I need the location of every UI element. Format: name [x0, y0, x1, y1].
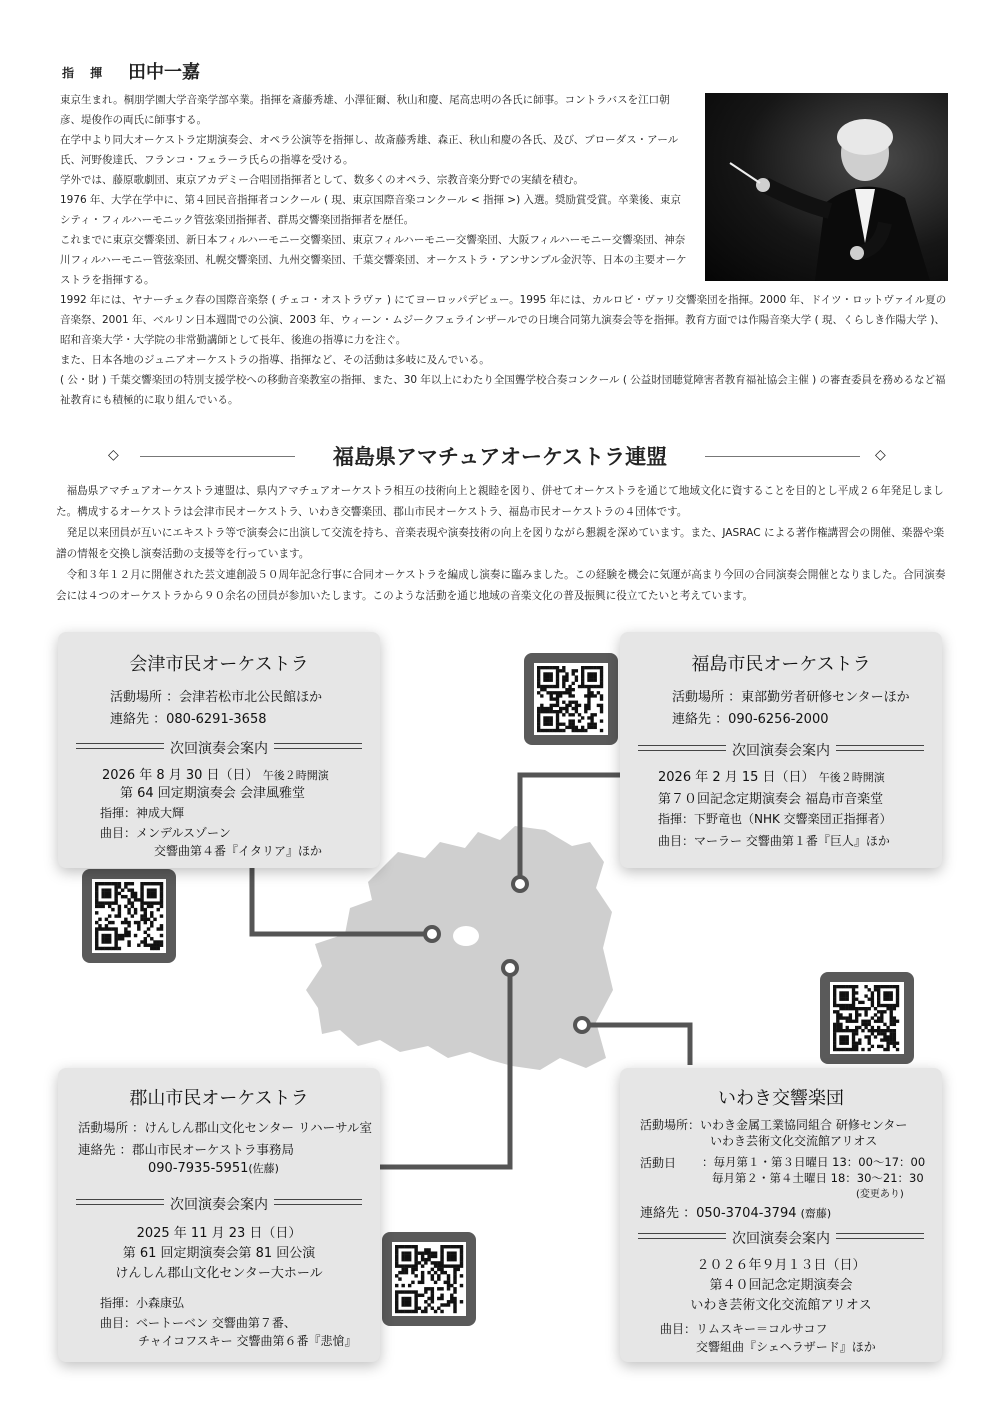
- activity-venue: 活動場所 ：東部勤労者研修センターほか: [672, 690, 910, 705]
- contact: 連絡先 ：050-3704-3794 (齋藤): [640, 1206, 832, 1221]
- concert-date: 2025 年 11 月 23 日（日）: [136, 1226, 302, 1241]
- concert-program: 交響組曲『シェヘラザード』ほか: [696, 1340, 876, 1354]
- title-rule: [705, 456, 860, 457]
- marker-iwaki: [575, 1018, 589, 1032]
- qr-code-koriyama[interactable]: [382, 1232, 476, 1326]
- next-concert-heading: 次回演奏会案内: [638, 740, 924, 756]
- marker-aizu: [425, 927, 439, 941]
- concert-title: 第４０回記念定期演奏会: [709, 1278, 853, 1293]
- bio-paragraph: 在学中より同大オーケストラ定期演奏会、オペラ公演等を指揮し、故斎藤秀雄、森正、秋山和慶の各氏、及び、ブローダス・アール氏、河野俊達氏、フランコ・フェラーラ氏らの指導を受ける。: [60, 134, 679, 166]
- next-concert-heading: 次回演奏会案内: [76, 738, 362, 754]
- diamond-ornament: ◇: [108, 447, 119, 463]
- concert-program: 曲目：リムスキー＝コルサコフ: [660, 1322, 828, 1336]
- activity-days: ：毎月第１・第３日曜日 13：00～17：00: [702, 1155, 926, 1169]
- qr-code-icon: [830, 982, 904, 1054]
- federation-title: 福島県アマチュアオーケストラ連盟: [332, 445, 668, 469]
- bio-paragraph: 1992 年には、ヤナーチェク春の国際音楽祭 ( チェコ・オストラヴァ ) にてヨーロッパデビュー。1995 年には、カルロビ・ヴァリ交響楽団を指揮。2000 年、ドイツ・ロットヴァイル夏の音楽祭、2001 年、ベルリン日本週間での公演、2003 年、ウィーン・ムジークフェラインザールでの日墺合同第九演奏会等を指揮。教育方面では作陽音楽大学 ( 現、くらしき作陽大学 )、昭和音楽大学・大学院の非常勤講師として長年、後進の指導に力を注ぐ。: [60, 294, 947, 346]
- concert-title: 第７０回記念定期演奏会 福島市音楽堂: [658, 792, 884, 807]
- federation-paragraph: 令和３年１２月に開催された芸文連創設５０周年記念行事に合同オーケストラを編成し演奏に臨みました。この経験を機会に気運が高まり今回の合同演奏会開催となりました。合同演奏会には４つのオーケストラから９０余名の団員が参加いたします。このような活動を通じ地域の音楽文化の普及振興に役立てたいと考えています。: [56, 569, 946, 602]
- bio-paragraph: ( 公・財 ) 千葉交響楽団の特別支援学校への移動音楽教室の指揮、また、30 年以上にわたり全国聾学校合奏コンクール ( 公益財団聴覚障害者教育福祉協会主催 ) の審査委員を務めるなど福祉教育にも積極的に取り組んでいる。: [60, 374, 946, 406]
- qr-code-icon: [534, 663, 608, 735]
- contact: 連絡先 ：090-6256-2000: [672, 712, 829, 727]
- bio-paragraph: これまでに東京交響楽団、新日本フィルハーモニー交響楽団、東京フィルハーモニー交響楽団、大阪フィルハーモニー交響楽団、神奈川フィルハーモニー管弦楽団、札幌交響楽団、九州交響楽団、千葉交響楽団、オーケストラ・アンサンブル金沢等、日本の主要オーケストラを指揮する。: [60, 234, 687, 286]
- qr-code-icon: [92, 879, 166, 953]
- bio-paragraph: 1976 年、大学在学中に、第４回民音指揮者コンクール ( 現、東京国際音楽コンクール < 指揮 >) 入選。奨励賞受賞。卒業後、東京シティ・フィルハーモニック管弦楽団指揮者、群馬交響楽団指揮者を歴任。: [60, 194, 682, 226]
- orchestra-card-iwaki: [620, 1068, 942, 1362]
- conductor-role: 指 揮: [62, 66, 109, 80]
- concert-conductor: 指揮：下野竜也（NHK 交響楽団正指揮者）: [658, 812, 892, 826]
- diamond-ornament: ◇: [875, 447, 886, 463]
- next-concert-heading: 次回演奏会案内: [638, 1228, 924, 1244]
- marker-fukushima: [513, 877, 527, 891]
- next-concert-heading: 次回演奏会案内: [76, 1194, 362, 1210]
- concert-program: チャイコフスキー 交響曲第６番『悲愴』: [138, 1334, 357, 1348]
- concert-hall: けんしん郡山文化センター大ホール: [115, 1266, 323, 1281]
- federation-paragraph: 福島県アマチュアオーケストラ連盟は、県内アマチュアオーケストラ相互の技術向上と親睦を図り、併せてオーケストラを通じて地域文化に資することを目的とし平成２６年発足しました。構成するオーケストラは会津市民オーケストラ、いわき交響楽団、郡山市民オーケストラ、福島市民オーケストラの４団体です。: [56, 485, 944, 518]
- orchestra-name: いわき交響楽団: [718, 1088, 844, 1109]
- activity-days-label: 活動日: [640, 1156, 677, 1170]
- title-rule: [140, 456, 295, 457]
- federation-paragraph: 発足以来団員が互いにエキストラ等で演奏会に出演して交流を持ち、音楽表現や演奏技術の向上を図りながら懇親を深めています。また、JASRAC による著作権講習会の開催、楽器や楽譜の情報を交換し演奏活動の支援等を行っています。: [56, 527, 945, 560]
- bio-paragraph: 学外では、藤原歌劇団、東京アカデミー合唱団指揮者として、数多くのオペラ、宗教音楽分野での実績を積む。: [60, 174, 584, 186]
- concert-conductor: 指揮：小森康弘: [100, 1296, 185, 1310]
- orchestra-name: 郡山市民オーケストラ: [129, 1088, 309, 1109]
- concert-program: 曲目：マーラー 交響曲第１番『巨人』ほか: [658, 834, 890, 848]
- qr-code-iwaki[interactable]: [820, 972, 914, 1064]
- activity-venue: 活動場所 ：会津若松市北公民館ほか: [110, 690, 323, 705]
- bio-paragraph: また、日本各地のジュニアオーケストラの指導、指揮など、その活動は多岐に及んでいる。: [60, 354, 490, 366]
- qr-code-fukushima[interactable]: [524, 653, 618, 745]
- orchestra-card-fukushima: [620, 632, 942, 868]
- concert-conductor: 指揮：神成大輝: [100, 806, 185, 820]
- activity-days-note: (変更あり): [856, 1189, 904, 1200]
- activity-venue: 活動場所：いわき金属工業協同組合 研修センター: [640, 1118, 908, 1132]
- contact: 連絡先 ：郡山市民オーケストラ事務局: [78, 1142, 294, 1157]
- concert-program: 曲目：メンデルスゾーン: [100, 826, 231, 840]
- orchestra-name: 会津市民オーケストラ: [129, 654, 309, 675]
- marker-koriyama: [503, 961, 517, 975]
- concert-date: 2026 年 2 月 15 日（日） 午後２時開演: [658, 770, 885, 785]
- concert-date: 2026 年 8 月 30 日（日） 午後２時開演: [102, 768, 329, 783]
- concert-program: 交響曲第４番『イタリア』ほか: [154, 844, 323, 858]
- qr-code-aizu[interactable]: [82, 869, 176, 963]
- conductor-bio: [60, 90, 950, 410]
- orchestra-card-aizu: [58, 632, 380, 868]
- lake-inawashiro: [453, 926, 479, 946]
- qr-code-icon: [392, 1242, 466, 1316]
- concert-program: 曲目：ベートーベン 交響曲第７番、: [100, 1316, 296, 1330]
- activity-venue: いわき芸術文化交流館アリオス: [710, 1134, 878, 1148]
- concert-title: 第 61 回定期演奏会第 81 回公演: [122, 1246, 316, 1261]
- concert-title: 第 64 回定期演奏会 会津風雅堂: [120, 786, 305, 801]
- conductor-name: 田中一嘉: [128, 62, 200, 83]
- bio-paragraph: 東京生まれ。桐朋学園大学音楽学部卒業。指揮を斎藤秀雄、小澤征爾、秋山和慶、尾高忠明の各氏に師事。コントラバスを江口朝彦、堤俊作の両氏に師事する。: [60, 94, 670, 126]
- contact-phone: 090-7935-5951(佐藤): [148, 1161, 279, 1176]
- concert-hall: いわき芸術文化交流館アリオス: [690, 1298, 872, 1313]
- activity-days: 毎月第２・第４土曜日 18：30～21：30: [712, 1171, 924, 1185]
- orchestra-card-koriyama: [58, 1068, 380, 1362]
- contact: 連絡先 ：080-6291-3658: [110, 712, 267, 727]
- activity-venue: 活動場所 ：けんしん郡山文化センター リハーサル室: [78, 1120, 372, 1135]
- federation-text: [56, 481, 948, 607]
- concert-date: ２０２６年９月１３日（日）: [696, 1258, 866, 1273]
- orchestra-name: 福島市民オーケストラ: [691, 654, 871, 675]
